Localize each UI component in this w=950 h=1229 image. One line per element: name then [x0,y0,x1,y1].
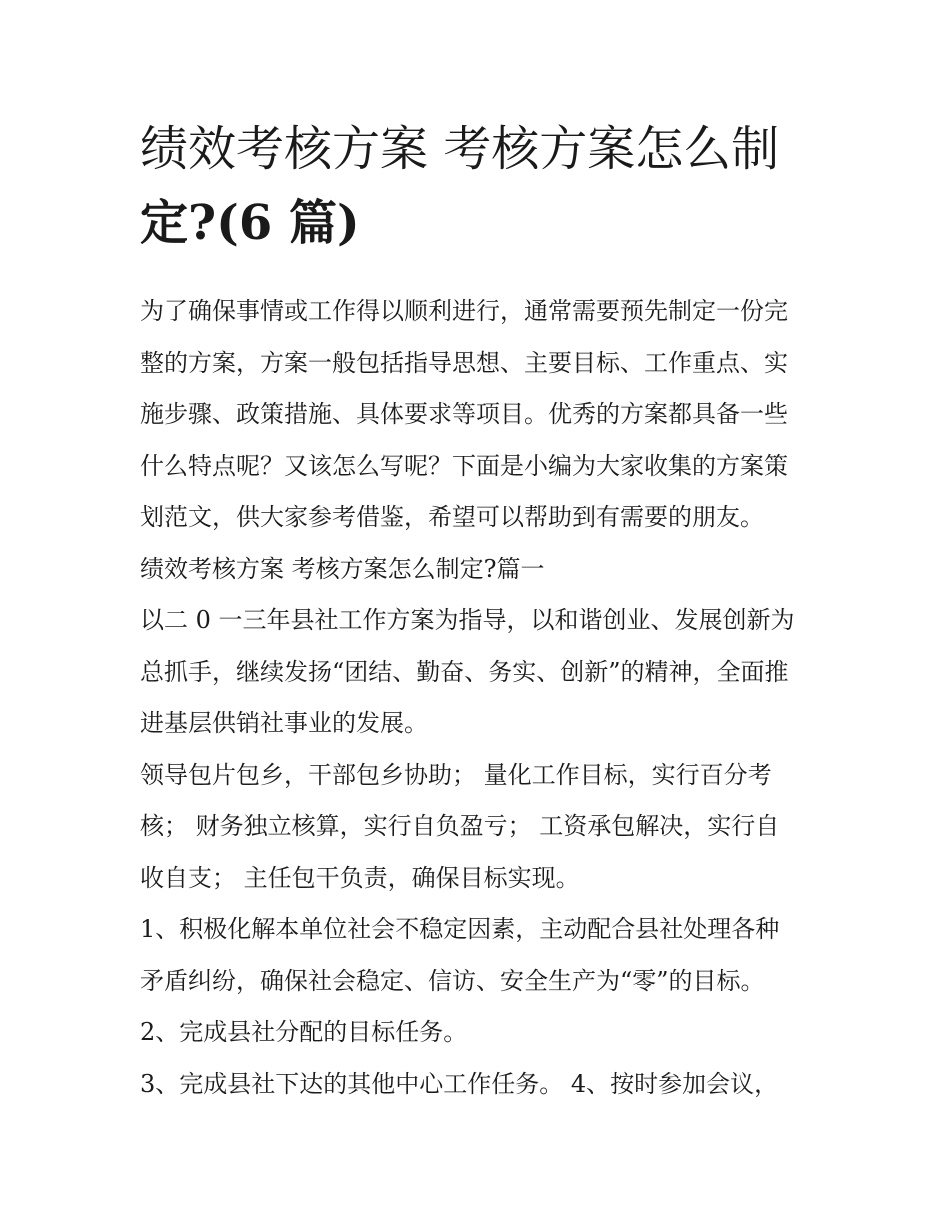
text-line: 什么特点呢？又该怎么写呢？下面是小编为大家收集的方案策 [140,451,788,480]
document-title [140,112,820,260]
text-line: 以二 0 一三年县社工作方案为指导，以和谐创业、发展创新为 [140,606,795,634]
text-line: 施步骤、政策措施、具体要求等项目。优秀的方案都具备一些 [140,400,788,428]
title-line: 绩效考核方案 考核方案怎么制 [140,121,780,177]
text-line: 为了确保事情或工作得以顺利进行，通常需要预先制定一份完 [140,297,788,325]
text-line: 领导包片包乡，干部包乡协助； 量化工作目标，实行百分考 [140,760,772,789]
intro-paragraph [140,286,820,544]
text-line: 整的方案，方案一般包括指导思想、主要目标、工作重点、实 [140,348,788,377]
text-line: 矛盾纠纷，确保社会稳定、信访、安全生产为“零”的目标。 [140,966,765,995]
title-line: 定?(6 篇) [140,195,360,251]
text-line: 收自支； 主任包干负责，确保目标实现。 [140,863,580,892]
document-body [140,286,820,1110]
text-line: 进基层供销社事业的发展。 [140,709,428,737]
list-item [140,1007,820,1059]
text-line: 2、完成县社分配的目标任务。 [140,1018,468,1046]
text-line: 3、完成县社下达的其他中心工作任务。 4、按时参加会议， [140,1069,779,1098]
text-line: 1、积极化解本单位社会不稳定因素，主动配合县社处理各种 [140,915,780,943]
text-line: 绩效考核方案 考核方案怎么制定?篇一 [140,554,545,583]
text-line: 总抓手，继续发扬“团结、勤奋、务实、创新”的精神，全面推 [140,657,789,686]
document-content [140,112,820,1110]
body-paragraph [140,595,820,750]
list-item [140,904,820,1007]
body-paragraph [140,750,820,905]
text-line: 划范文，供大家参考借鉴，希望可以帮助到有需要的朋友。 [140,503,764,531]
section-heading [140,544,820,596]
text-line: 核； 财务独立核算，实行自负盈亏； 工资承包解决，实行自 [140,812,780,840]
list-item [140,1059,820,1111]
